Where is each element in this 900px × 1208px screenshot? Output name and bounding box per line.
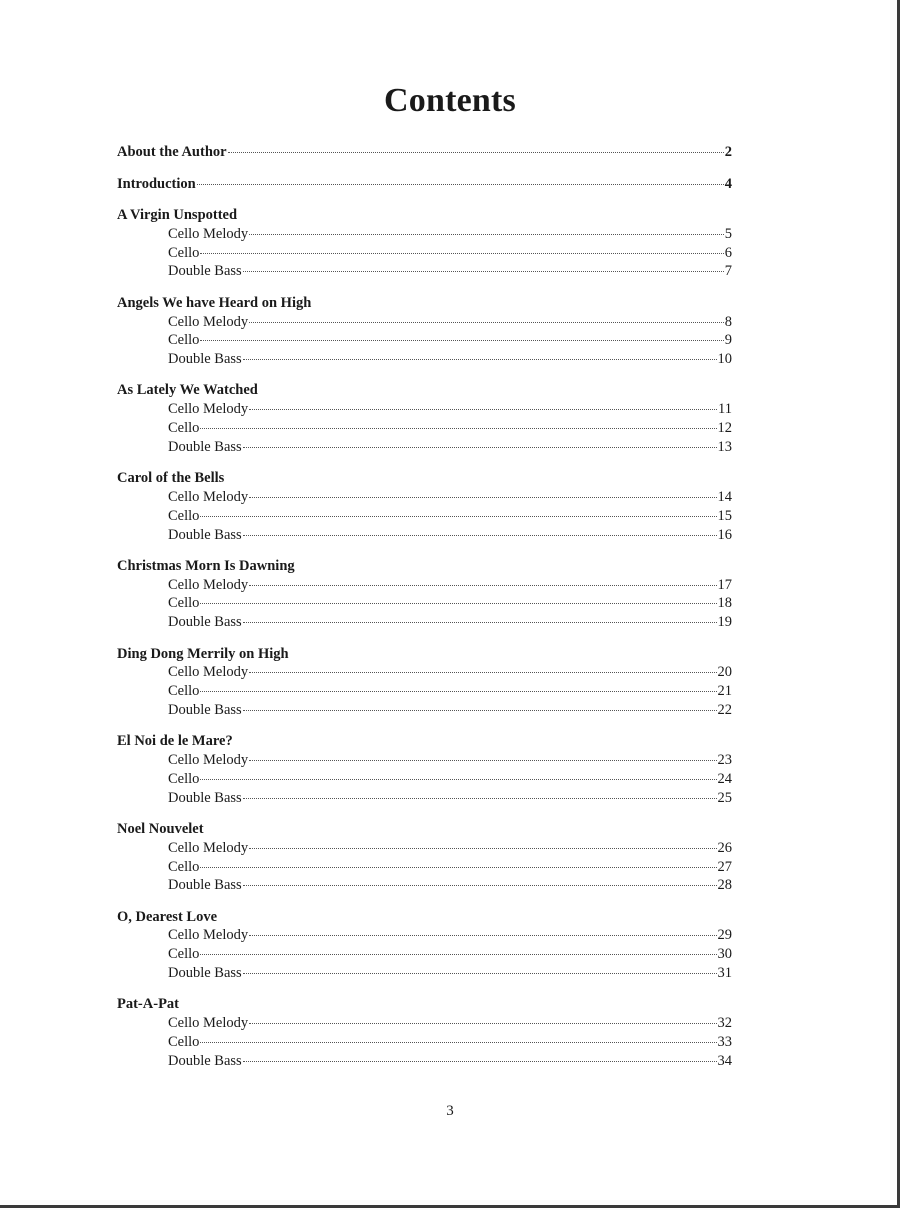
- toc-entry-page: 4: [724, 175, 732, 192]
- toc-section-title[interactable]: Carol of the Bells: [117, 470, 225, 487]
- dot-leader: [249, 398, 717, 410]
- dot-leader: [249, 486, 716, 498]
- toc-entry-label: Cello: [168, 244, 200, 261]
- toc-entry-page: 24: [717, 770, 732, 787]
- toc-entry[interactable]: [117, 701, 732, 720]
- toc-entry-label: Cello: [168, 595, 200, 612]
- toc-section: [117, 908, 732, 983]
- toc-entry-label: Cello: [168, 683, 200, 700]
- toc-section-title[interactable]: El Noi de le Mare?: [117, 733, 233, 750]
- toc-entry-label: Double Bass: [168, 526, 242, 543]
- toc-entry-page: 25: [717, 789, 732, 806]
- dot-leader: [249, 311, 724, 323]
- toc-entry-introduction[interactable]: [117, 175, 732, 194]
- toc-entry[interactable]: [117, 964, 732, 983]
- table-of-contents: [117, 143, 732, 1070]
- toc-section-title[interactable]: O, Dearest Love: [117, 908, 217, 925]
- toc-entry-label: Double Bass: [168, 438, 242, 455]
- toc-entry-label: Cello: [168, 946, 200, 963]
- dot-leader: [200, 505, 716, 517]
- toc-entry-label: Introduction: [117, 175, 196, 192]
- dot-leader: [249, 749, 716, 761]
- toc-section: [117, 206, 732, 281]
- toc-entry-page: 20: [717, 664, 732, 681]
- toc-entry-label: Cello Melody: [168, 839, 249, 856]
- toc-entry[interactable]: [117, 789, 732, 808]
- toc-entry-page: 9: [724, 332, 732, 349]
- dot-leader: [197, 173, 724, 185]
- toc-section: [117, 294, 732, 369]
- toc-entry[interactable]: [117, 438, 732, 457]
- toc-entry-page: 18: [717, 595, 732, 612]
- toc-entry-label: Cello Melody: [168, 752, 249, 769]
- toc-section: [117, 557, 732, 632]
- toc-entry-label: Cello Melody: [168, 225, 249, 242]
- toc-section-title[interactable]: Christmas Morn Is Dawning: [117, 557, 295, 574]
- toc-entry-page: 14: [717, 488, 732, 505]
- toc-section: [117, 645, 732, 720]
- toc-section-title[interactable]: Angels We have Heard on High: [117, 294, 312, 311]
- dot-leader: [243, 611, 717, 623]
- toc-entry-label: Cello Melody: [168, 1015, 249, 1032]
- toc-entry-label: Cello Melody: [168, 313, 249, 330]
- toc-entry-label: Double Bass: [168, 1052, 242, 1069]
- toc-entry-page: 8: [724, 313, 732, 330]
- dot-leader: [243, 962, 717, 974]
- toc-entry-label: Double Bass: [168, 351, 242, 368]
- toc-entry-page: 6: [724, 244, 732, 261]
- dot-leader: [243, 1050, 717, 1062]
- toc-section-title[interactable]: Ding Dong Merrily on High: [117, 645, 289, 662]
- toc-entry-label: Cello: [168, 507, 200, 524]
- toc-section: [117, 995, 732, 1070]
- toc-entry[interactable]: [117, 262, 732, 281]
- dot-leader: [249, 223, 724, 235]
- toc-entry[interactable]: [117, 350, 732, 369]
- toc-entry-page: 13: [717, 438, 732, 455]
- dot-leader: [243, 260, 724, 272]
- toc-section-title[interactable]: A Virgin Unspotted: [117, 207, 238, 224]
- page-number: 3: [446, 1103, 454, 1119]
- toc-entry-label: Cello Melody: [168, 576, 249, 593]
- dot-leader: [243, 348, 717, 360]
- dot-leader: [200, 592, 716, 604]
- toc-entry-page: 30: [717, 946, 732, 963]
- dot-leader: [200, 943, 716, 955]
- toc-entry-about-the-author[interactable]: [117, 143, 732, 162]
- toc-entry-label: Double Bass: [168, 964, 242, 981]
- dot-leader: [228, 141, 724, 153]
- toc-entry[interactable]: [117, 876, 732, 895]
- dot-leader: [249, 924, 716, 936]
- toc-entry-page: 32: [717, 1015, 732, 1032]
- dot-leader: [200, 242, 723, 254]
- dot-leader: [200, 856, 716, 868]
- dot-leader: [249, 1012, 716, 1024]
- toc-entry-page: 10: [717, 351, 732, 368]
- dot-leader: [243, 874, 717, 886]
- toc-entry-page: 11: [718, 401, 732, 418]
- toc-entry-label: Double Bass: [168, 789, 242, 806]
- toc-entry-label: Double Bass: [168, 614, 242, 631]
- toc-section: [117, 732, 732, 807]
- toc-entry[interactable]: [117, 526, 732, 545]
- dot-leader: [200, 1031, 716, 1043]
- toc-entry-label: About the Author: [117, 144, 227, 160]
- toc-entry-page: 5: [724, 225, 732, 242]
- dot-leader: [243, 524, 717, 536]
- toc-entry-page: 33: [717, 1033, 732, 1050]
- toc-sections: [117, 206, 732, 1070]
- toc-entry-page: 29: [717, 927, 732, 944]
- toc-entry-page: 21: [717, 683, 732, 700]
- toc-section: [117, 381, 732, 456]
- toc-entry-label: Cello: [168, 420, 200, 437]
- dot-leader: [200, 329, 723, 341]
- dot-leader: [200, 417, 716, 429]
- toc-entry-label: Double Bass: [168, 263, 242, 280]
- toc-entry-page: 23: [717, 752, 732, 769]
- toc-section-title[interactable]: As Lately We Watched: [117, 382, 258, 399]
- toc-entry-label: Double Bass: [168, 701, 242, 718]
- dot-leader: [200, 768, 716, 780]
- toc-section-title[interactable]: Noel Nouvelet: [117, 820, 204, 837]
- dot-leader: [243, 787, 717, 799]
- toc-entry-page: 17: [717, 576, 732, 593]
- dot-leader: [249, 574, 716, 586]
- toc-entry[interactable]: [117, 613, 732, 632]
- toc-entry-page: 19: [717, 614, 732, 631]
- dot-leader: [200, 680, 716, 692]
- toc-section: [117, 469, 732, 544]
- dot-leader: [249, 661, 716, 673]
- dot-leader: [243, 436, 717, 448]
- toc-entry-page: 15: [717, 507, 732, 524]
- toc-entry-label: Cello: [168, 332, 200, 349]
- toc-entry-label: Double Bass: [168, 877, 242, 894]
- toc-entry-label: Cello: [168, 770, 200, 787]
- toc-entry-page: 26: [717, 839, 732, 856]
- dot-leader: [243, 699, 717, 711]
- toc-entry-page: 27: [717, 858, 732, 875]
- toc-entry-label: Cello Melody: [168, 488, 249, 505]
- toc-entry-page: 12: [717, 420, 732, 437]
- toc-entry[interactable]: [117, 1052, 732, 1071]
- dot-leader: [249, 837, 716, 849]
- toc-section-title[interactable]: Pat-A-Pat: [117, 996, 180, 1013]
- toc-section: [117, 820, 732, 895]
- toc-entry-label: Cello: [168, 1033, 200, 1050]
- page-title: Contents: [384, 82, 516, 119]
- toc-entry-label: Cello Melody: [168, 927, 249, 944]
- toc-entry-page: 31: [717, 964, 732, 981]
- toc-entry-label: Cello Melody: [168, 664, 249, 681]
- toc-entry-page: 34: [717, 1052, 732, 1069]
- toc-entry-page: 16: [717, 526, 732, 543]
- toc-entry-label: Cello Melody: [168, 401, 249, 418]
- toc-entry-page: 22: [717, 701, 732, 718]
- toc-entry-page: 7: [724, 263, 732, 280]
- toc-entry-label: Cello: [168, 858, 200, 875]
- toc-entry-page: 2: [724, 144, 732, 160]
- toc-entry-page: 28: [717, 877, 732, 894]
